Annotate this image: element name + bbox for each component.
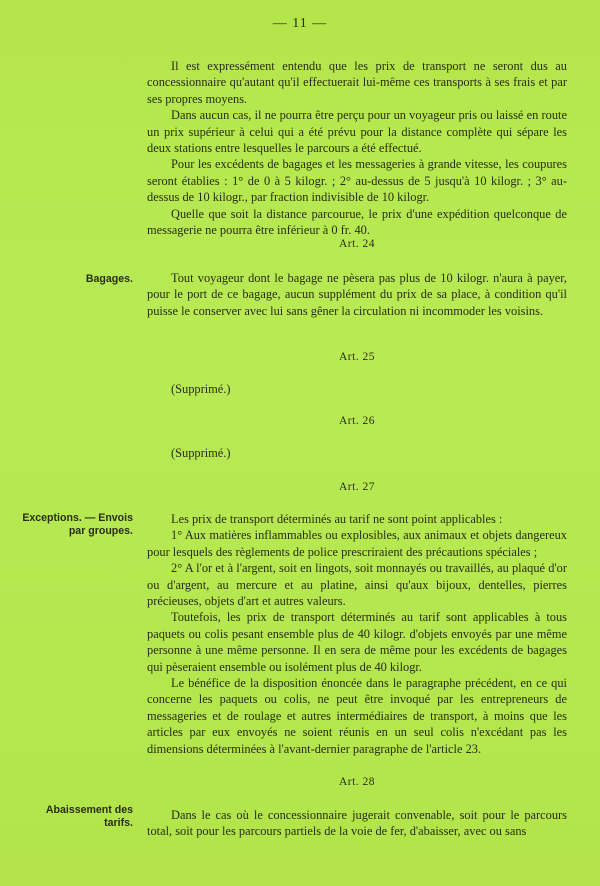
margin-note-line: Abaissement des <box>45 804 133 816</box>
page-number: — 11 — <box>272 16 328 31</box>
margin-note-exceptions <box>0 512 133 538</box>
paragraph: Quelle que soit la distance parcourue, le prix d'une expédition quelconque de messagerie ne pourra être inférieur à 0 fr. 40. <box>147 206 567 238</box>
article-26-text: (Supprimé.) <box>171 446 231 460</box>
margin-note-line: Exceptions. — Envois <box>22 512 133 524</box>
paragraph: Tout voyageur dont le bagage ne pèsera pas plus de 10 kilogr. n'aura à payer, pour le port de ce bagage, aucun supplément du prix de sa place, à condition qu'il puisse le conserver avec lui sans gêner la circulation ni incommoder les voisins. <box>147 271 567 318</box>
paragraph: Dans le cas où le concessionnaire jugerait convenable, soit pour le parcours total, soit pour les parcours partiels de la voie de fer, d'abaisser, avec ou sans <box>147 808 567 839</box>
paragraph: 2° A l'or et à l'argent, soit en lingots, soit monnayés ou travaillés, au plaqué d'or ou d'argent, au mercure et au platine, ainsi qu'aux bijoux, dentelles, pierres précieuses, objets d'art et autres valeurs. <box>147 561 567 609</box>
article-27-body <box>147 511 567 757</box>
paragraph: Dans aucun cas, il ne pourra être perçu pour un voyageur pris ou laissé en route un prix supérieur à celui qui a été prévu pour la distance complète qui sépare les deux stations entre lesquelles le parcours a été effectué. <box>147 108 567 156</box>
paragraph: Pour les excédents de bagages et les messageries à grande vitesse, les coupures seront établies : 1° de 0 à 5 kilogr. ; 2° au-dessus de 5 jusqu'à 10 kilogr. ; 3° au-dessus de 10 kilogr., par fraction indivisible de 10 kilogr. <box>147 157 567 205</box>
article-24-heading: Art. 24 <box>338 238 376 250</box>
margin-note-abaissement <box>0 804 133 830</box>
paragraph: Les prix de transport déterminés au tarif ne sont point applicables : <box>171 512 503 526</box>
article-28-body <box>147 807 567 840</box>
article-24-body <box>147 270 567 319</box>
paragraph: 1° Aux matières inflammables ou explosibles, aux animaux et objets dangereux pour lesquels des règlements de police prescriraient des précautions spéciales ; <box>147 528 567 559</box>
margin-note-line: par groupes. <box>68 525 133 537</box>
paragraph: Il est expressément entendu que les prix de transport ne seront dus au concessionnaire qu'autant qu'il effectuerait lui-même ces transports à ses frais et par ses propres moyens. <box>147 59 567 106</box>
margin-note-line: tarifs. <box>104 817 133 829</box>
article-27-heading: Art. 27 <box>338 481 376 493</box>
margin-note-bagages: Bagages. <box>85 273 133 285</box>
article-26-heading: Art. 26 <box>338 415 376 427</box>
article-25-text: (Supprimé.) <box>171 382 231 396</box>
paragraph: Le bénéfice de la disposition énoncée dans le paragraphe précédent, en ce qui concerne les paquets ou colis, ne peut être invoqué par les entrepreneurs de messageries et de roulage et autres intermédiaires de transport, à moins que les articles par eux envoyés ne soient réunis en un seul colis n'excédant pas les dimensions déterminées à l'avant-dernier paragraphe de l'article 23. <box>147 676 567 756</box>
article-25-heading: Art. 25 <box>338 351 376 363</box>
paragraph: Toutefois, les prix de transport déterminés au tarif sont applicables à tous paquets ou colis pesant ensemble plus de 40 kilogr. d'objets envoyés par une même personne à une même personne. Il en sera de même pour les excédents de bagages qui pèseraient ensemble ou isolément plus de 40 kilogr. <box>147 610 567 674</box>
intro-paragraphs <box>147 58 567 238</box>
article-28-heading: Art. 28 <box>338 776 376 788</box>
